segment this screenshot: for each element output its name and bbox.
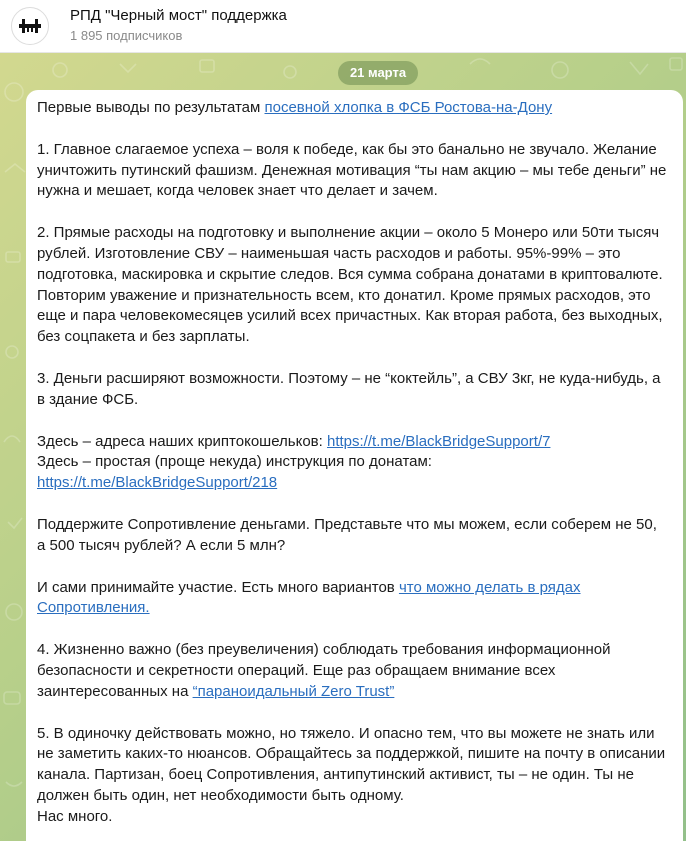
wallets-text: Здесь – адреса наших криптокошельков: bbox=[37, 432, 327, 450]
post-intro bbox=[37, 98, 669, 119]
post-paragraph-5: 5. В одиночку действовать можно, но тяжело. И опасно тем, что вы можете не знать или не заметить каких-то нюансов. Обращайтесь за поддержкой, пишите на почту в описании канала. Партизан, боец Сопротивления, антипутинский активист, ты – не один. Ты не должен быть один, нет необходимости быть одному. bbox=[37, 724, 666, 804]
chat-background bbox=[0, 52, 686, 841]
channel-header[interactable] bbox=[0, 0, 686, 53]
wallets-link[interactable]: https://t.me/BlackBridgeSupport/7 bbox=[327, 432, 551, 450]
channel-post bbox=[26, 90, 683, 841]
post-closing: Нас много. bbox=[37, 807, 113, 825]
post-paragraph-3: 3. Деньги расширяют возможности. Поэтому – не “коктейль”, а СВУ 3кг, не куда-нибудь, а в здание ФСБ. bbox=[37, 369, 661, 408]
intro-text: Первые выводы по результатам bbox=[37, 99, 265, 116]
post-paragraph-2: 2. Прямые расходы на подготовку и выполнение акции – около 5 Монеро или 50ти тысяч рублей. Изготовление СВУ – наименьшая часть расходов и работы. 95%-99% – это подготовка, маскировка и скрытие следов. Вся сумма собрана донатами в криптовалюте. Повторим уважение и признательность всем, кто донатил. Кроме прямых расходов, это еще и пара человекомесяцев усилий всех причастных. Как вторая работа, без выходных, без соцпакета и без зарплаты. bbox=[37, 224, 663, 346]
instructions-link[interactable]: https://t.me/BlackBridgeSupport/218 bbox=[37, 474, 278, 492]
post-participate bbox=[37, 578, 669, 620]
post-paragraph-1: 1. Главное слагаемое успеха – воля к победе, как бы это банально не звучало. Желание уничтожить путинский фашизм. Денежная мотивация “ты нам акцию – мы тебе деньги” не нужна и мешает, когда человек знает что делает и зачем. bbox=[37, 140, 667, 200]
date-badge: 21 марта bbox=[338, 61, 418, 85]
channel-title[interactable]: РПД "Черный мост" поддержка bbox=[70, 7, 287, 24]
subscriber-count: 1 895 подписчиков bbox=[70, 28, 183, 43]
post-paragraph-4 bbox=[37, 640, 669, 702]
participate-link[interactable]: что можно делать в рядах Сопротивления. bbox=[37, 578, 581, 617]
post-support: Поддержите Сопротивление деньгами. Представьте что мы можем, если соберем не 50, а 500 тысяч рублей? А если 5 млн? bbox=[37, 515, 657, 554]
post-links-block bbox=[37, 432, 669, 494]
bridge-logo-icon bbox=[12, 8, 48, 44]
instructions-text: Здесь – простая (проще некуда) инструкция по донатам: bbox=[37, 453, 432, 471]
bridge-logo-icon[interactable] bbox=[11, 7, 49, 45]
intro-link[interactable]: посевной хлопка в ФСБ Ростова-на-Дону bbox=[264, 99, 553, 116]
p4-text: 4. Жизненно важно (без преувеличения) соблюдать требования информационной безопасности и секретности операций. Еще раз обращаем внимание всех заинтересованных на bbox=[37, 641, 611, 700]
participate-text: И сами принимайте участие. Есть много вариантов bbox=[37, 578, 399, 596]
zero-trust-link[interactable]: “параноидальный Zero Trust” bbox=[192, 682, 395, 700]
